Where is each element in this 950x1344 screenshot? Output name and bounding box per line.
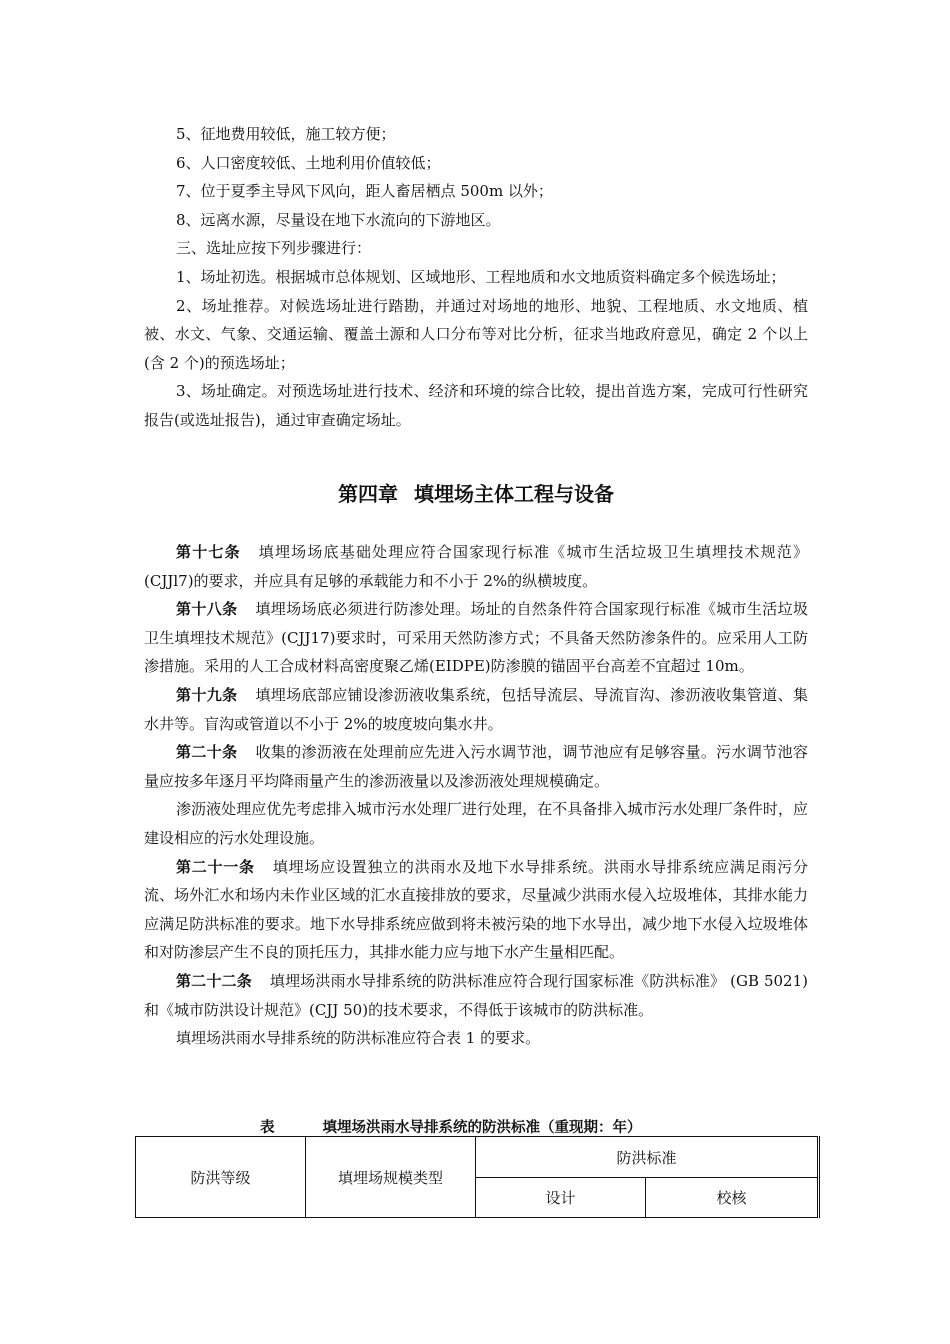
section-heading: 三、选址应按下列步骤进行：	[176, 239, 372, 258]
article-18	[144, 595, 808, 681]
header-check: 校核	[646, 1178, 819, 1218]
article-text: 填埋场场底必须进行防渗处理。场址的自然条件符合国家现行标准《城市生活垃圾卫生填埋技术规范》(CJJ17)要求时，可采用天然防渗方式；不具备天然防渗条件的。应采用人工防渗措施。采用的人工合成材料高密度聚乙烯(EIDPE)防渗膜的锚固平台高差不宜超过 10m。	[144, 600, 808, 676]
text-block-top	[144, 120, 808, 435]
article-label: 第二十条	[176, 743, 238, 762]
article-19	[144, 681, 808, 738]
step-paragraph: 3、场址确定。对预选场址进行技术、经济和环境的综合比较，提出首选方案，完成可行性研究报告(或选址报告)，通过审查确定场址。	[144, 382, 808, 429]
article-text: 填埋场应设置独立的洪雨水及地下水导排系统。洪雨水导排系统应满足雨污分流、场外汇水和场内未作业区域的汇水直接排放的要求，尽量减少洪雨水侵入垃圾堆体，其排水能力应满足防洪标准的要求。地下水导排系统应做到将未被污染的地下水导出，减少地下水侵入垃圾堆体和对防渗层产生不良的顶托压力，其排水能力应与地下水产生量相匹配。	[144, 857, 808, 962]
step-paragraph: 2、场址推荐。对候选场址进行踏勘，并通过对场地的地形、地貌、工程地质、水文地质、植被、水文、气象、交通运输、覆盖土源和人口分布等对比分析，征求当地政府意见，确定 2 个以上(含 2 个)的预选场址；	[144, 296, 808, 372]
chapter-number: 第四章	[338, 482, 398, 506]
table-header-row	[136, 1137, 819, 1178]
list-item: 8、远离水源，尽量设在地下水流向的下游地区。	[176, 210, 501, 229]
text-block-articles	[144, 538, 808, 1053]
table-caption-title: 填埋场洪雨水导排系统的防洪标准（重现期：年）	[322, 1120, 642, 1136]
article-label: 第十九条	[176, 685, 238, 704]
article-17	[144, 538, 808, 595]
article-text: 填埋场底部应铺设渗沥液收集系统，包括导流层、导流盲沟、渗沥液收集管道、集水井等。盲沟或管道以不小于 2%的坡度坡向集水井。	[144, 685, 808, 733]
article-text: 填埋场洪雨水导排系统的防洪标准应符合现行国家标准《防洪标准》 (GB 5021) 和《城市防洪设计规范》(CJJ 50)的技术要求，不得低于该城市的防洪标准。	[144, 971, 808, 1019]
table-caption-label: 表	[260, 1120, 275, 1136]
header-flood-standard: 防洪标准	[476, 1137, 819, 1178]
flood-standard-table	[135, 1136, 820, 1218]
article-20	[144, 738, 808, 795]
article-22	[144, 967, 808, 1024]
chapter-name: 填埋场主体工程与设备	[414, 482, 614, 506]
chapter-title	[144, 478, 808, 507]
article-label: 第十七条	[176, 543, 241, 561]
header-design: 设计	[476, 1178, 646, 1218]
article-text: 填埋场场底基础处理应符合国家现行标准《城市生活垃圾卫生填埋技术规范》(CJJl7)的要求，并应具有足够的承载能力和不小于 2%的纵横坡度。	[144, 543, 808, 590]
article-20-continued: 渗沥液处理应优先考虑排入城市污水处理厂进行处理，在不具备排入城市污水处理厂条件时，应建设相应的污水处理设施。	[144, 800, 808, 847]
step-paragraph: 1、场址初选。根据城市总体规划、区域地形、工程地质和水文地质资料确定多个候选场址；	[176, 267, 786, 286]
header-scale-type: 填埋场规模类型	[306, 1137, 476, 1218]
list-item: 5、征地费用较低，施工较方便；	[176, 125, 396, 143]
table-caption	[260, 1116, 642, 1137]
article-label: 第二十二条	[176, 971, 252, 990]
list-item: 6、人口密度较低、土地利用价值较低；	[176, 153, 441, 172]
list-item: 7、位于夏季主导风下风向，距人畜居栖点 500m 以外；	[176, 182, 553, 201]
article-text: 收集的渗沥液在处理前应先进入污水调节池，调节池应有足够容量。污水调节池容量应按多年逐月平均降雨量产生的渗沥液量以及渗沥液处理规模确定。	[144, 743, 808, 790]
article-21	[144, 853, 808, 967]
header-flood-level: 防洪等级	[136, 1137, 306, 1218]
article-label: 第二十一条	[176, 857, 255, 876]
article-22-continued: 填埋场洪雨水导排系统的防洪标准应符合表 1 的要求。	[176, 1029, 541, 1048]
article-label: 第十八条	[176, 600, 238, 619]
